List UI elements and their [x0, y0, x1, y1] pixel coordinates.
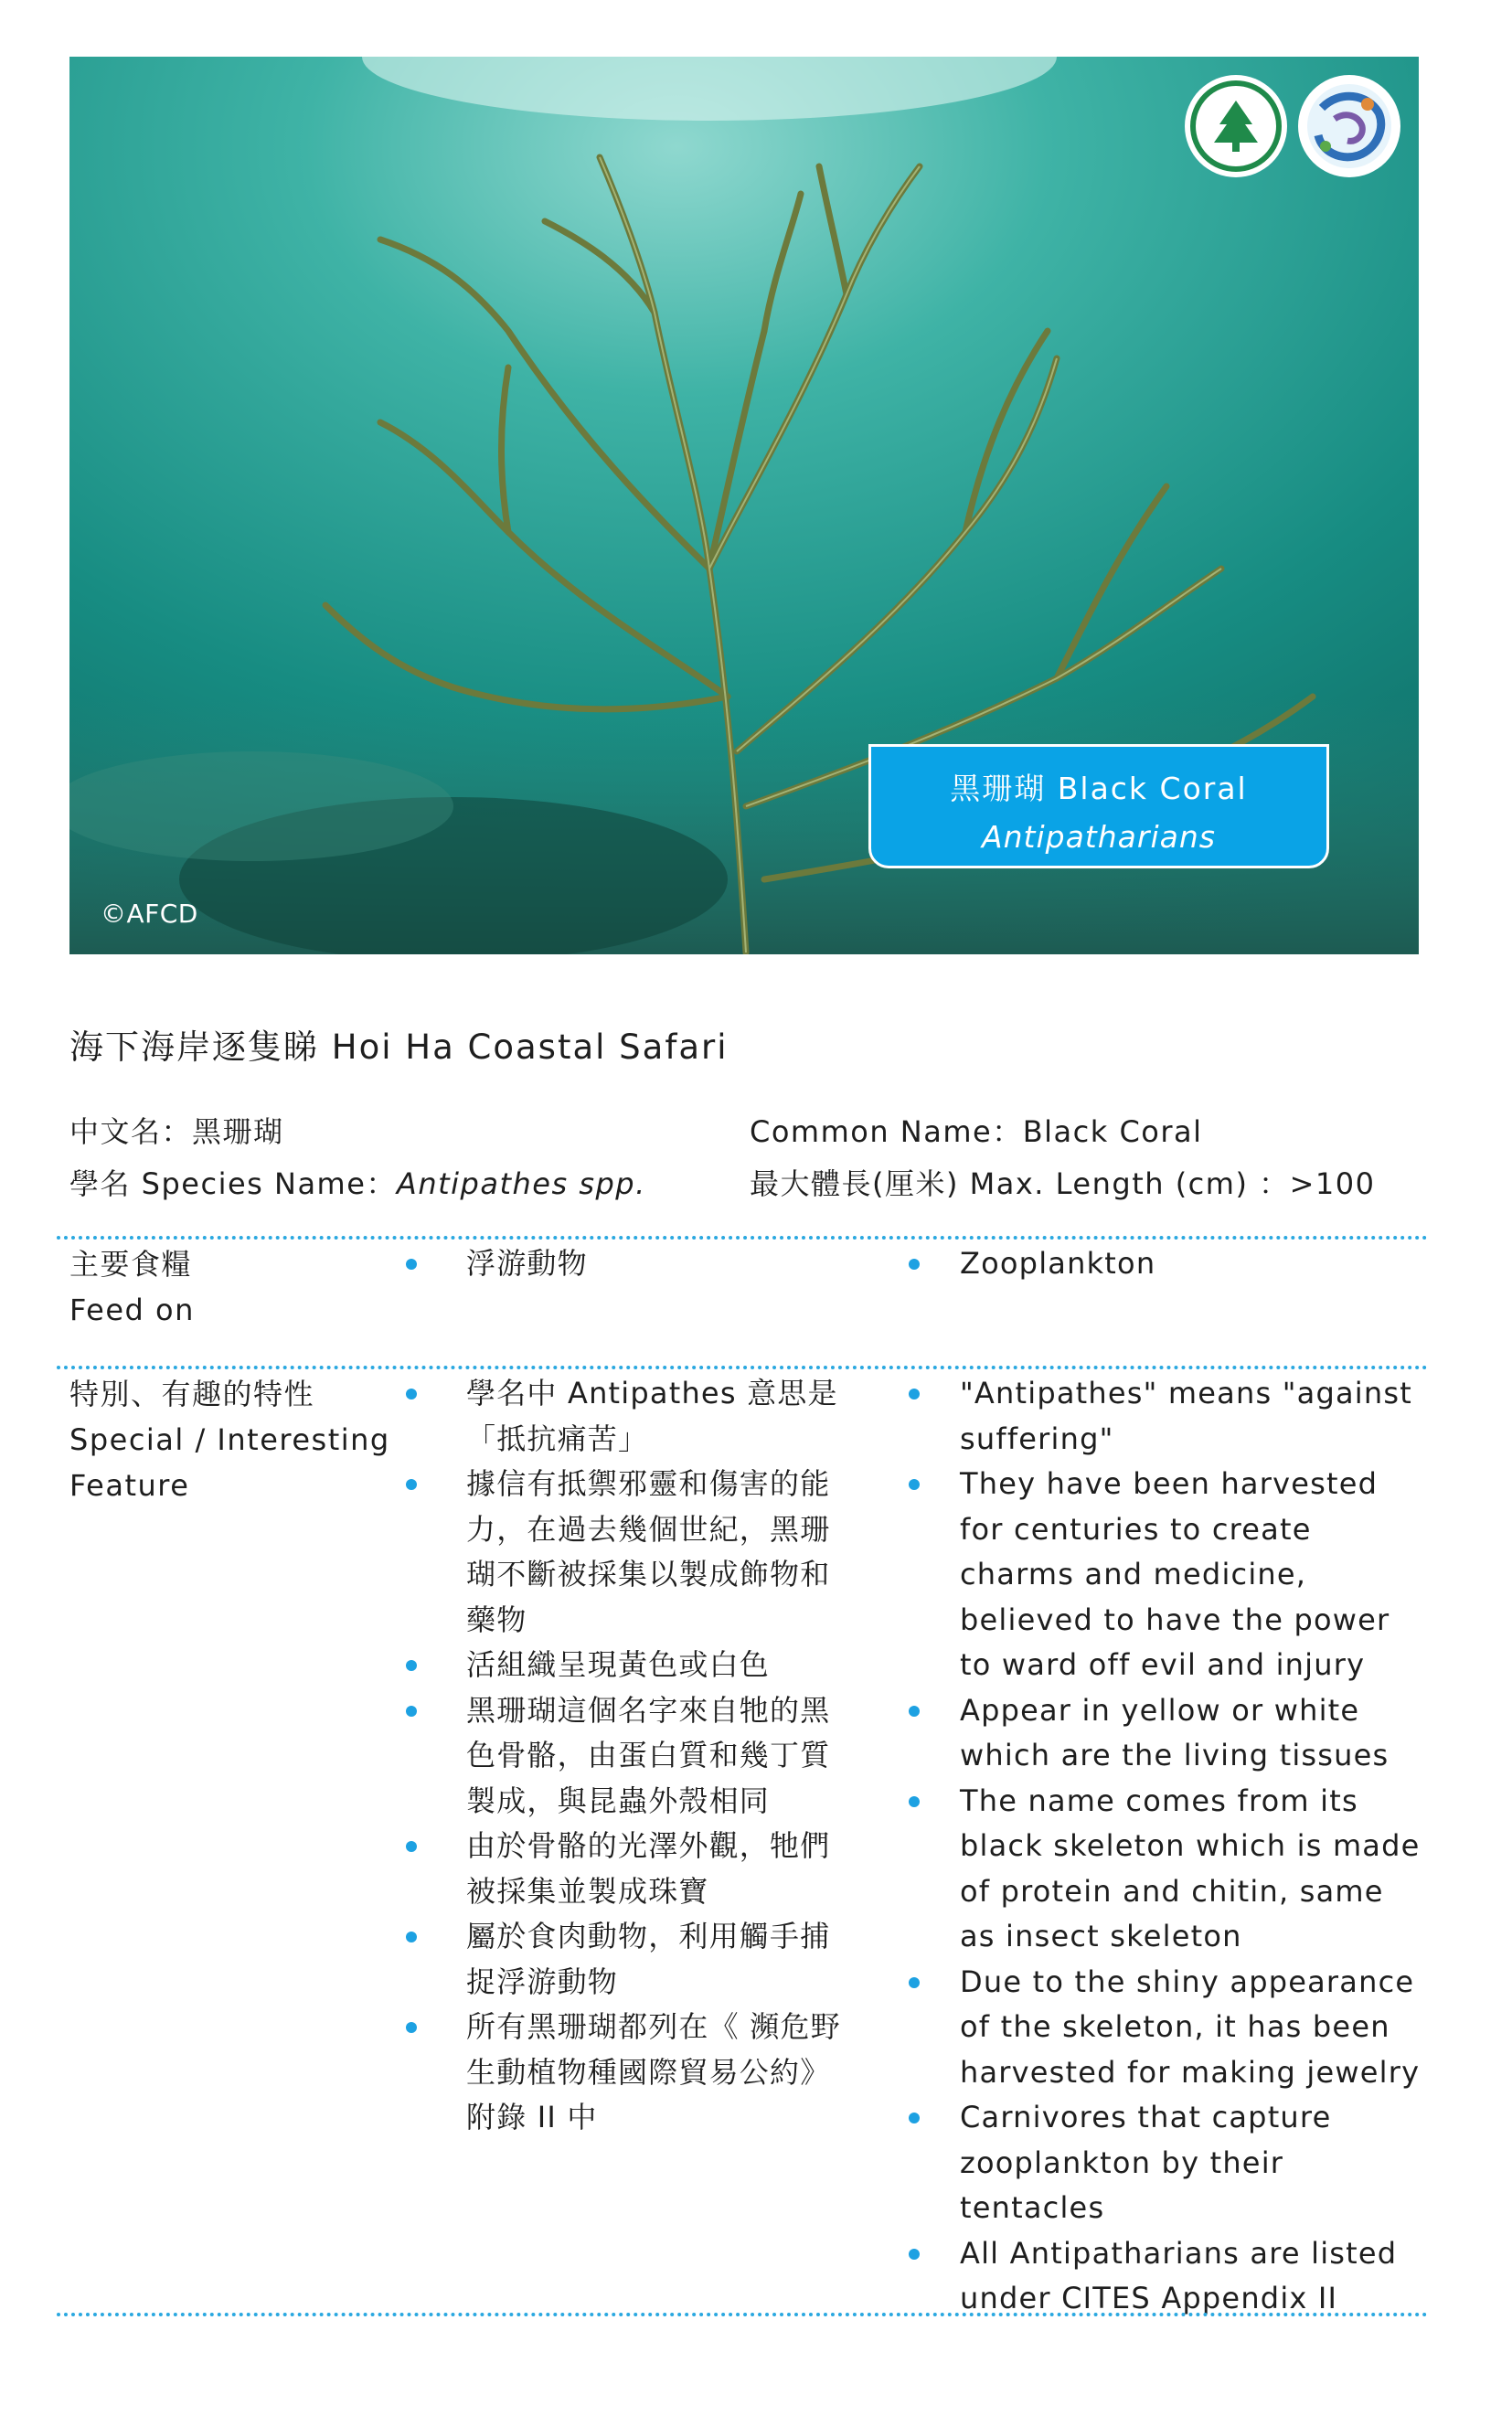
list-item: 所有黑珊瑚都列在《 瀕危野生動植物種國際貿易公約》附錄 II 中 — [466, 2005, 850, 2141]
photo-credit: ©AFCD — [101, 899, 198, 929]
features-label-en: Special / Interesting — [69, 1422, 390, 1457]
features-list-en — [960, 1371, 1426, 2322]
species-name-value: Antipathes spp. — [396, 1166, 646, 1201]
feed-label-zh: 主要食糧 — [69, 1247, 193, 1282]
features-label — [69, 1371, 390, 1508]
feed-label — [69, 1241, 195, 1333]
max-length: 最大體長(厘米) Max. Length (cm) ：>100 — [750, 1166, 1376, 1201]
features-list-zh — [466, 1371, 850, 2141]
logos — [1185, 75, 1400, 177]
list-item: 由於骨骼的光澤外觀，牠們被採集並製成珠寶 — [466, 1824, 850, 1914]
list-item: 學名中 Antipathes 意思是「抵抗痛苦」 — [466, 1371, 850, 1462]
species-name — [69, 1161, 646, 1203]
species-name-label: 學名 Species Name： — [69, 1166, 397, 1201]
feed-list-zh — [466, 1241, 850, 1287]
list-item: They have been harvested for centuries to create charms and medicine, believed to have the power to ward off evil and injury — [960, 1462, 1426, 1688]
features-label-zh: 特別、有趣的特性 — [69, 1377, 315, 1411]
chinese-name: 中文名：黑珊瑚 — [69, 1114, 284, 1149]
divider — [57, 2313, 1428, 2316]
species-caption — [868, 744, 1329, 868]
list-item: 屬於食肉動物，利用觸手捕捉浮游動物 — [466, 1914, 850, 2005]
tree-logo-icon — [1185, 75, 1287, 177]
list-item: 據信有抵禦邪靈和傷害的能力，在過去幾個世紀，黑珊瑚不斷被採集以製成飾物和藥物 — [466, 1462, 850, 1643]
list-item: All Antipatharians are listed under CITES Appendix II — [960, 2231, 1426, 2322]
features-label-en-2: Feature — [69, 1468, 190, 1503]
list-item: 黑珊瑚這個名字來自牠的黑色骨骼，由蛋白質和幾丁質製成，與昆蟲外殼相同 — [466, 1688, 850, 1825]
common-name: Common Name：Black Coral — [750, 1114, 1203, 1149]
list-item: Due to the shiny appearance of the skeleton, it has been harvested for making jewelry — [960, 1960, 1426, 2096]
divider — [57, 1236, 1428, 1240]
divider — [57, 1366, 1428, 1369]
feed-list-en — [960, 1241, 1426, 1287]
hoi-ha-logo-icon — [1298, 75, 1400, 177]
list-item: 活組織呈現黃色或白色 — [466, 1643, 850, 1688]
page-title: 海下海岸逐隻睇 Hoi Ha Coastal Safari — [69, 1027, 729, 1067]
list-item: "Antipathes" means "against suffering" — [960, 1371, 1426, 1462]
list-item: The name comes from its black skeleton which is made of protein and chitin, same as insect skeleton — [960, 1779, 1426, 1960]
list-item: 浮游動物 — [466, 1241, 850, 1287]
list-item: Zooplankton — [960, 1241, 1426, 1287]
caption-scientific-name: Antipatharians — [982, 819, 1216, 855]
caption-common-name: 黑珊瑚 Black Coral — [950, 771, 1248, 806]
list-item: Carnivores that capture zooplankton by their tentacles — [960, 2095, 1426, 2231]
list-item: Appear in yellow or white which are the living tissues — [960, 1688, 1426, 1779]
feed-label-en: Feed on — [69, 1293, 195, 1327]
